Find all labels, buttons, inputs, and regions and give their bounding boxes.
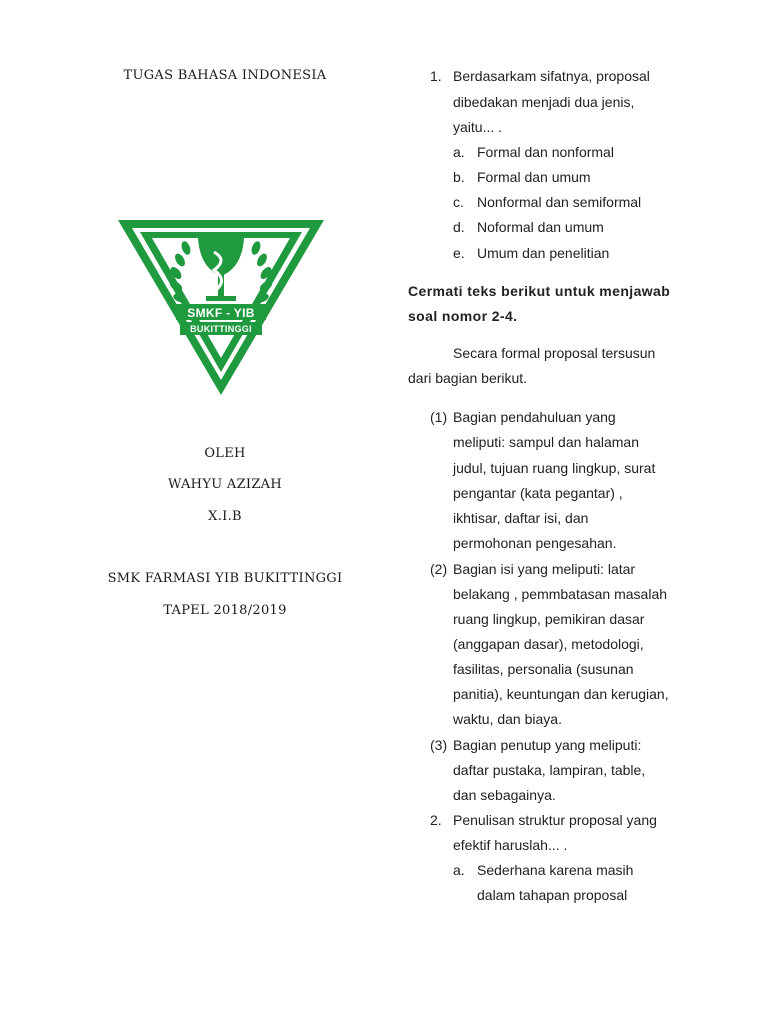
q2-option-text: dalam tahapan proposal: [477, 887, 628, 903]
q2-number: 2.: [430, 812, 442, 828]
part-line: Bagian pendahuluan yang: [453, 409, 616, 425]
part-line: meliputi: sampul dan halaman: [453, 434, 639, 450]
school-name: SMK FARMASI YIB BUKITTINGGI: [107, 571, 343, 586]
part-line: (anggapan dasar), metodologi,: [453, 636, 644, 652]
q1-line: dibedakan menjadi dua jenis,: [453, 94, 635, 110]
intro-line: dari bagian berikut.: [408, 370, 528, 386]
part-line: dan sebagainya.: [453, 787, 556, 803]
part-line: waktu, dan biaya.: [453, 711, 562, 727]
instruction-line: soal nomor 2-4.: [408, 308, 518, 324]
student-class: X.I.B: [208, 509, 242, 524]
q1-option-letter: a.: [453, 144, 465, 160]
q1-option-text: Umum dan penelitian: [477, 245, 610, 261]
q1-option-letter: b.: [453, 169, 465, 185]
school-logo: [116, 190, 326, 400]
instruction-line: Cermati teks berikut untuk menjawab: [408, 283, 671, 299]
part-line: permohonan pengesahan.: [453, 535, 617, 551]
q1-option-text: Formal dan umum: [477, 169, 591, 185]
q2-option-text: Sederhana karena masih: [477, 862, 634, 878]
intro-line: Secara formal proposal tersusun: [453, 345, 656, 361]
part-number: (3): [430, 737, 448, 753]
part-line: pengantar (kata pegantar) ,: [453, 485, 623, 501]
q1-option-letter: c.: [453, 194, 464, 210]
assignment-title: TUGAS BAHASA INDONESIA: [123, 68, 327, 83]
q1-option-text: Formal dan nonformal: [477, 144, 614, 160]
school-year: TAPEL 2018/2019: [163, 603, 287, 618]
q2-option-letter: a.: [453, 862, 465, 878]
part-number: (1): [430, 409, 448, 425]
part-line: Bagian isi yang meliputi: latar: [453, 561, 636, 577]
q1-option-letter: e.: [453, 245, 465, 261]
part-line: panitia), keuntungan dan kerugian,: [453, 686, 669, 702]
part-line: ikhtisar, daftar isi, dan: [453, 510, 589, 526]
part-line: belakang , pemmbatasan masalah: [453, 586, 668, 602]
q2-line: Penulisan struktur proposal yang: [453, 812, 657, 828]
oleh-label: OLEH: [204, 446, 246, 461]
part-line: Bagian penutup yang meliputi:: [453, 737, 642, 753]
q1-option-text: Nonformal dan semiformal: [477, 194, 642, 210]
part-line: fasilitas, personalia (susunan: [453, 661, 634, 677]
q2-line: efektif haruslah... .: [453, 837, 568, 853]
logo-bottom-text: BUKITTINGGI: [190, 324, 252, 334]
q1-line: yaitu... .: [453, 119, 503, 135]
student-name: WAHYU AZIZAH: [167, 477, 283, 492]
q1-option-letter: d.: [453, 219, 465, 235]
q1-number: 1.: [430, 68, 442, 84]
logo-top-text: SMKF - YIB: [187, 306, 255, 320]
part-line: judul, tujuan ruang lingkup, surat: [453, 460, 656, 476]
part-line: daftar pustaka, lampiran, table,: [453, 762, 646, 778]
school-logo-graphic: [116, 190, 326, 400]
part-number: (2): [430, 561, 448, 577]
q1-line: Berdasarkam sifatnya, proposal: [453, 68, 650, 84]
q1-option-text: Noformal dan umum: [477, 219, 604, 235]
part-line: ruang lingkup, pemikiran dasar: [453, 611, 645, 627]
